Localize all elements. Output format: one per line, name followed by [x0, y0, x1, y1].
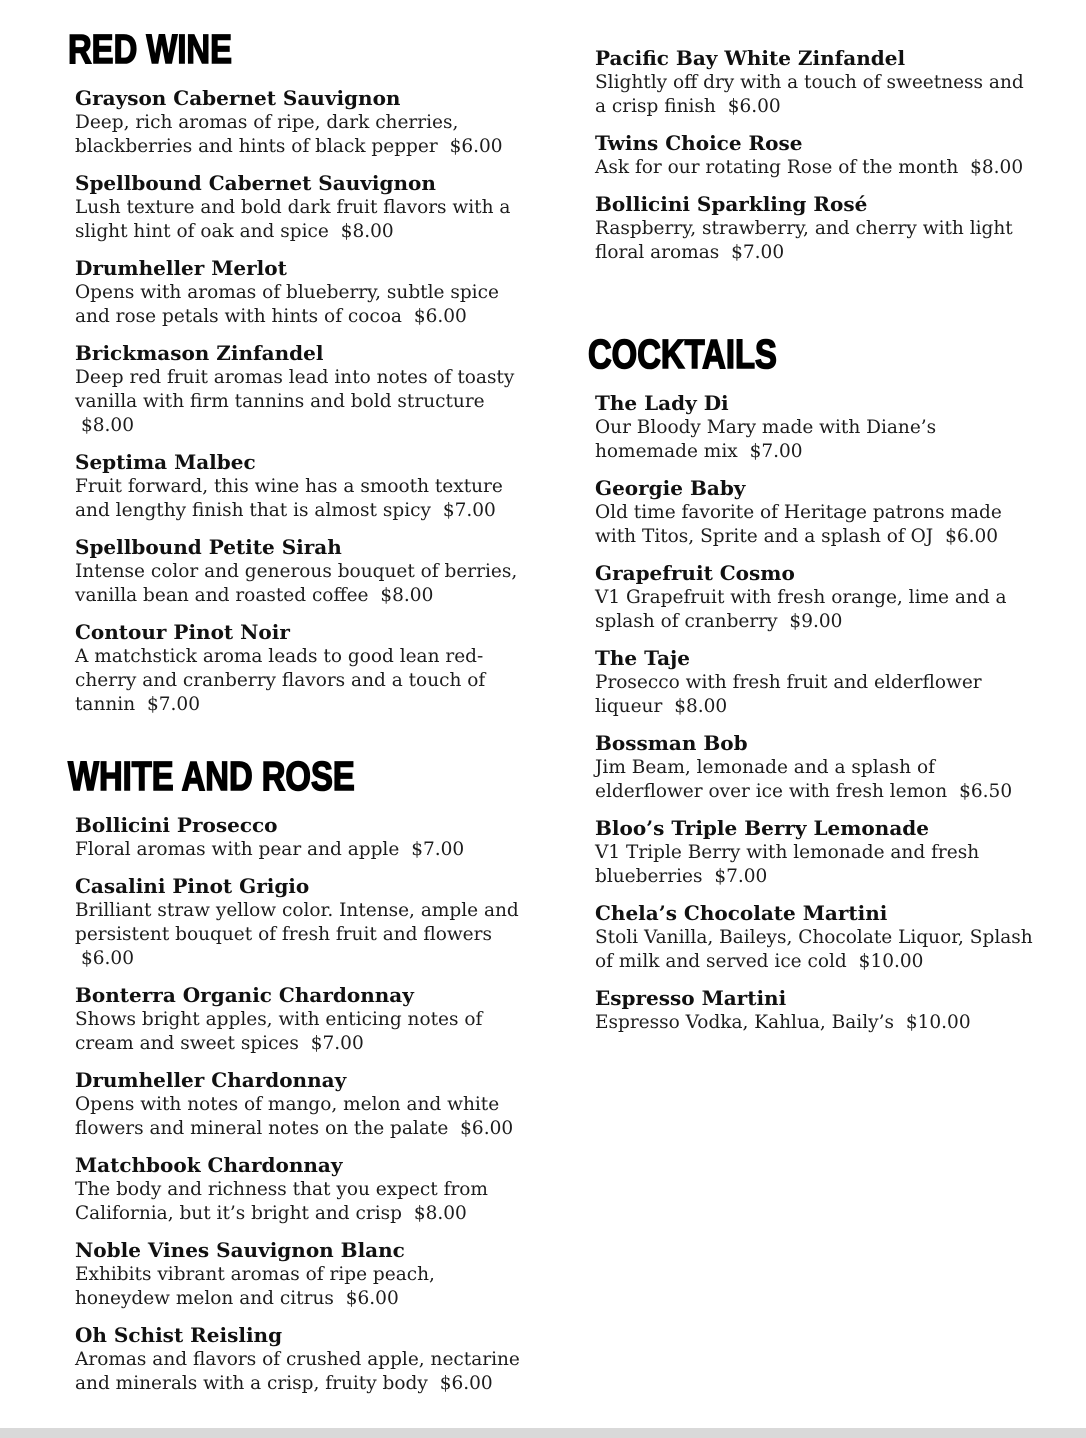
item-description	[595, 586, 1040, 634]
menu-item	[595, 192, 1040, 265]
item-description	[75, 475, 520, 523]
item-description	[595, 926, 1040, 974]
item-description-text: Espresso Vodka, Kahlua, Baily’s	[595, 1012, 894, 1033]
menu-item	[75, 341, 520, 438]
menu-item	[75, 1153, 520, 1226]
item-description-text: The body and richness that you expect from California, but it’s bright and crisp	[75, 1179, 488, 1224]
menu-item	[75, 450, 520, 523]
section-title-red-wine: RED WINE	[68, 26, 232, 72]
item-description	[595, 217, 1040, 265]
menu-item	[595, 131, 1040, 180]
menu-item	[75, 813, 520, 862]
item-description-text: Prosecco with fresh fruit and elderflower liqueur	[595, 672, 982, 717]
item-name: Spellbound Cabernet Sauvignon	[75, 171, 436, 195]
item-price: $10.00	[858, 951, 924, 972]
item-description-text: Stoli Vanilla, Baileys, Chocolate Liquor, Splash of milk and served ice cold	[595, 927, 1033, 972]
item-price: $6.00	[345, 1288, 399, 1309]
item-price: $6.00	[449, 136, 503, 157]
item-price: $6.00	[727, 96, 781, 117]
item-name: Bonterra Organic Chardonnay	[75, 983, 414, 1007]
item-description	[595, 671, 1040, 719]
item-name: Drumheller Merlot	[75, 256, 287, 280]
item-description-text: Jim Beam, lemonade and a splash of elderflower over ice with fresh lemon	[595, 757, 948, 802]
item-description-text: Our Bloody Mary made with Diane’s homemade mix	[595, 417, 937, 462]
item-description	[595, 501, 1040, 549]
item-description-text: Old time favorite of Heritage patrons made with Titos, Sprite and a splash of OJ	[595, 502, 1002, 547]
item-description-text: Opens with notes of mango, melon and white flowers and mineral notes on the palate	[75, 1094, 500, 1139]
item-name: Spellbound Petite Sirah	[75, 535, 342, 559]
item-description-text: V1 Triple Berry with lemonade and fresh blueberries	[595, 842, 980, 887]
item-price: $6.00	[460, 1118, 514, 1139]
item-price: $8.00	[674, 696, 728, 717]
menu-item	[75, 620, 520, 717]
item-description-text: Brilliant straw yellow color. Intense, ample and persistent bouquet of fresh fruit and flowers	[75, 900, 519, 945]
item-price: $8.00	[340, 221, 394, 242]
item-name: Bossman Bob	[595, 731, 748, 755]
item-description	[75, 838, 520, 862]
menu-item	[595, 901, 1040, 974]
menu-item	[75, 874, 520, 971]
menu-item	[595, 561, 1040, 634]
item-description	[595, 756, 1040, 804]
item-name: Bloo’s Triple Berry Lemonade	[595, 816, 929, 840]
item-description	[595, 1011, 1040, 1035]
menu-item	[595, 476, 1040, 549]
item-description-text: A matchstick aroma leads to good lean red-cherry and cranberry flavors and a touch of tannin	[75, 646, 486, 715]
item-price: $7.00	[749, 441, 803, 462]
item-name: Bollicini Prosecco	[75, 813, 278, 837]
item-description	[75, 1093, 520, 1141]
menu-item	[595, 646, 1040, 719]
menu-item	[75, 1238, 520, 1311]
menu-item	[595, 731, 1040, 804]
item-price: $9.00	[789, 611, 843, 632]
item-price: $7.00	[310, 1033, 364, 1054]
item-price: $8.00	[380, 585, 434, 606]
item-name: Contour Pinot Noir	[75, 620, 290, 644]
section-cocktails	[588, 331, 1040, 1035]
item-description	[75, 1178, 520, 1226]
item-description-text: Lush texture and bold dark fruit flavors with a slight hint of oak and spice	[75, 197, 511, 242]
item-price: $6.00	[413, 306, 467, 327]
menu-item	[75, 1068, 520, 1141]
item-description-text: Floral aromas with pear and apple	[75, 839, 400, 860]
item-price: $6.00	[81, 948, 134, 969]
item-description	[75, 645, 520, 717]
section-title-white-and-rose: WHITE AND ROSE	[68, 753, 355, 799]
item-description-text: Ask for our rotating Rose of the month	[595, 157, 959, 178]
item-name: Chela’s Chocolate Martini	[595, 901, 888, 925]
item-description-text: Exhibits vibrant aromas of ripe peach, honeydew melon and citrus	[75, 1264, 435, 1309]
item-name: Drumheller Chardonnay	[75, 1068, 347, 1092]
item-name: Espresso Martini	[595, 986, 787, 1010]
right-column	[588, 26, 1040, 1047]
item-name: Grayson Cabernet Sauvignon	[75, 86, 401, 110]
menu-item	[595, 46, 1040, 119]
menu-item	[75, 1323, 520, 1396]
menu-item	[75, 256, 520, 329]
item-price: $6.00	[439, 1373, 493, 1394]
item-price: $10.00	[905, 1012, 971, 1033]
item-description-text: Fruit forward, this wine has a smooth texture and lengthy finish that is almost spicy	[75, 476, 503, 521]
item-description-text: Raspberry, strawberry, and cherry with light floral aromas	[595, 218, 1013, 263]
left-column	[68, 26, 520, 1408]
item-name: The Taje	[595, 646, 690, 670]
item-description-text: Intense color and generous bouquet of berries, vanilla bean and roasted coffee	[75, 561, 518, 606]
item-price: $6.00	[945, 526, 999, 547]
item-description	[595, 71, 1040, 119]
item-name: Septima Malbec	[75, 450, 256, 474]
item-description	[595, 841, 1040, 889]
item-description	[75, 281, 520, 329]
menu-item	[595, 391, 1040, 464]
menu-item	[75, 535, 520, 608]
item-description-text: Aromas and flavors of crushed apple, nectarine and minerals with a crisp, fruity body	[75, 1349, 520, 1394]
menu-item	[595, 986, 1040, 1035]
item-price: $8.00	[970, 157, 1024, 178]
item-price: $7.00	[731, 242, 785, 263]
menu-item	[75, 171, 520, 244]
item-price: $8.00	[413, 1203, 467, 1224]
item-name: Oh Schist Reisling	[75, 1323, 283, 1347]
item-description	[75, 366, 520, 438]
item-description	[75, 196, 520, 244]
item-description-text: Deep, rich aromas of ripe, dark cherries, blackberries and hints of black pepper	[75, 112, 459, 157]
section-red-wine	[68, 26, 520, 717]
red-wine-items	[68, 86, 520, 717]
item-name: Brickmason Zinfandel	[75, 341, 324, 365]
item-price: $7.00	[147, 694, 200, 715]
item-name: Bollicini Sparkling Rosé	[595, 192, 868, 216]
menu-item	[75, 983, 520, 1056]
item-description	[75, 1008, 520, 1056]
cocktails-items	[588, 391, 1040, 1035]
white-and-rose-continued-items	[588, 46, 1040, 265]
section-white-and-rose-continued	[588, 46, 1040, 265]
item-price: $8.00	[81, 415, 134, 436]
item-price: $7.00	[411, 839, 465, 860]
item-description	[595, 156, 1040, 180]
item-price: $7.00	[714, 866, 768, 887]
white-and-rose-items	[68, 813, 520, 1396]
item-name: Grapefruit Cosmo	[595, 561, 795, 585]
item-name: Georgie Baby	[595, 476, 746, 500]
section-white-and-rose	[68, 753, 520, 1396]
item-name: The Lady Di	[595, 391, 729, 415]
item-description	[75, 1263, 520, 1311]
item-description-text: Opens with aromas of blueberry, subtle spice and rose petals with hints of cocoa	[75, 282, 499, 327]
menu-item	[595, 816, 1040, 889]
menu-item	[75, 86, 520, 159]
item-description-text: Deep red fruit aromas lead into notes of toasty vanilla with firm tannins and bold structure	[75, 367, 515, 412]
item-description	[75, 1348, 520, 1396]
item-name: Matchbook Chardonnay	[75, 1153, 343, 1177]
item-name: Noble Vines Sauvignon Blanc	[75, 1238, 405, 1262]
section-title-cocktails: COCKTAILS	[588, 331, 777, 377]
item-name: Twins Choice Rose	[595, 131, 803, 155]
item-description	[75, 111, 520, 159]
item-price: $6.50	[959, 781, 1013, 802]
item-description	[75, 560, 520, 608]
item-description-text: Shows bright apples, with enticing notes of cream and sweet spices	[75, 1009, 483, 1054]
item-price: $7.00	[442, 500, 496, 521]
bottom-strip	[0, 1428, 1086, 1438]
item-description-text: Slightly off dry with a touch of sweetness and a crisp finish	[595, 72, 1024, 117]
item-description	[595, 416, 1040, 464]
item-description-text: V1 Grapefruit with fresh orange, lime and a splash of cranberry	[595, 587, 1007, 632]
item-name: Pacific Bay White Zinfandel	[595, 46, 906, 70]
item-description	[75, 899, 520, 971]
item-name: Casalini Pinot Grigio	[75, 874, 310, 898]
